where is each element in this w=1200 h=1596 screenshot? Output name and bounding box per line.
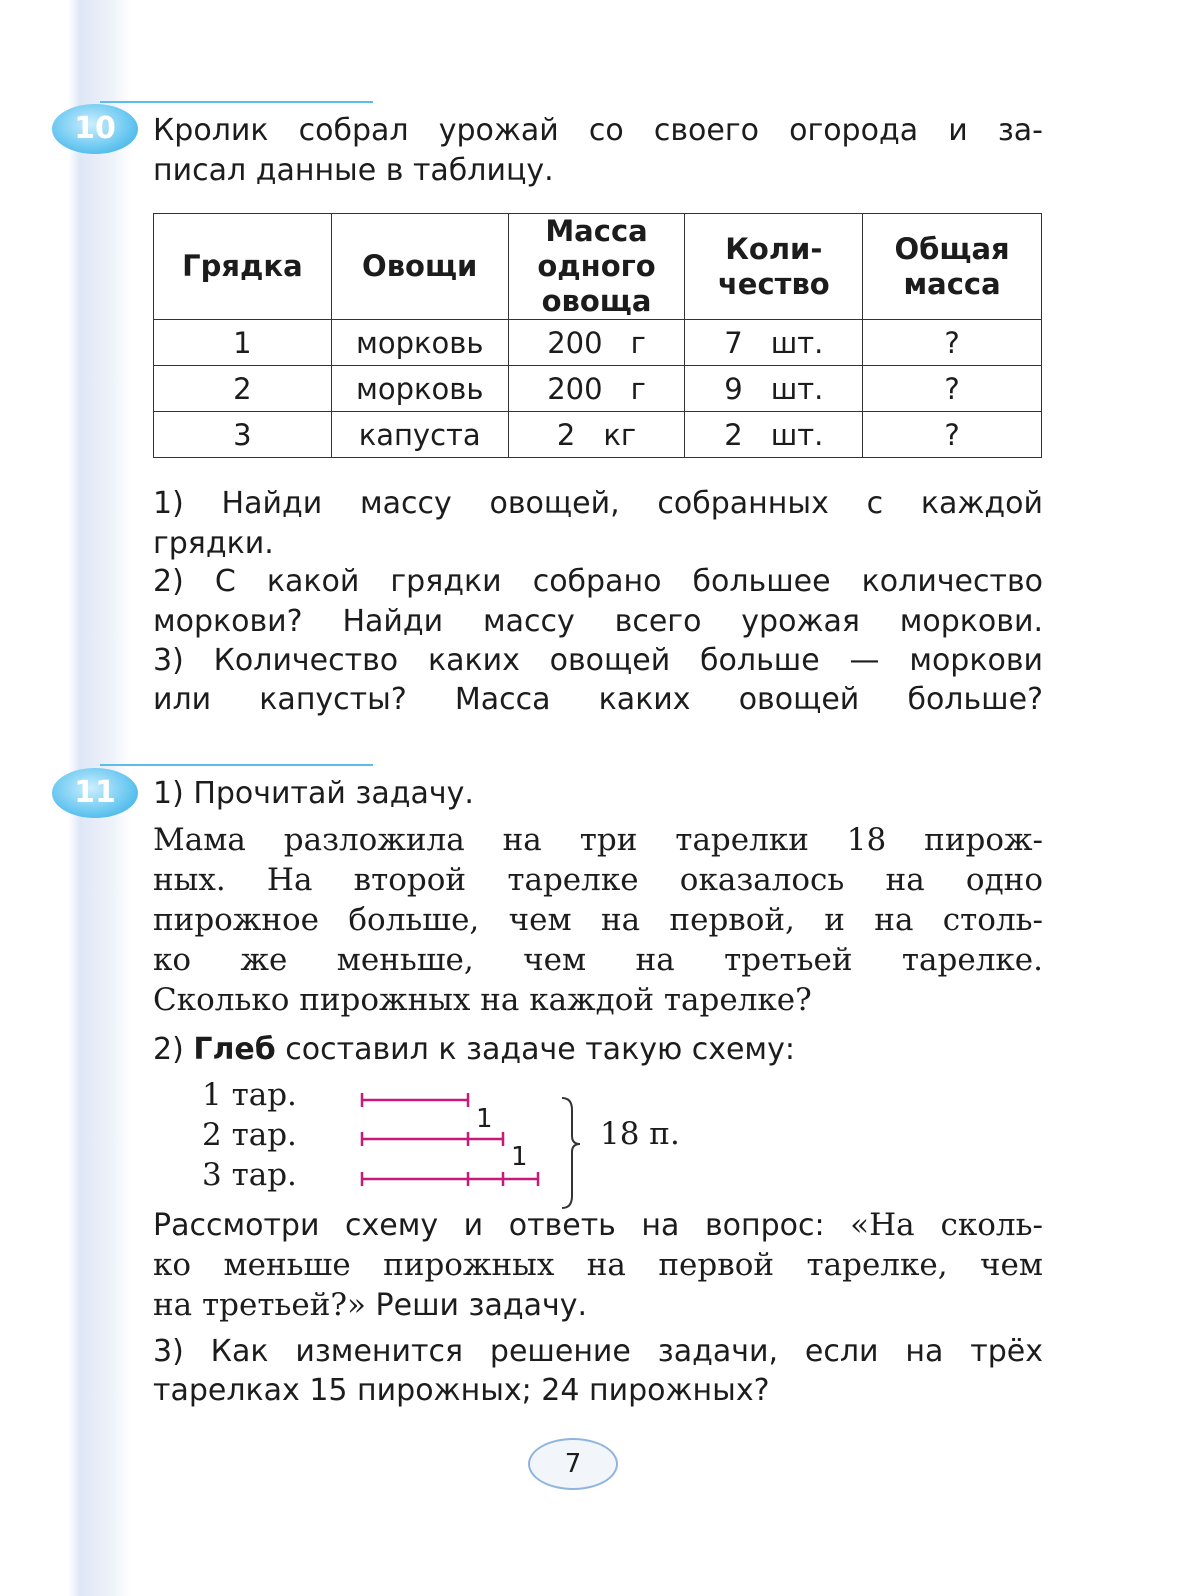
scheme-total-label: 18 п.: [600, 1116, 680, 1152]
scheme-row-label: 2 тар.: [202, 1117, 297, 1153]
scheme-row-label: 1 тар.: [202, 1077, 297, 1113]
cell-quantity: 9 шт.: [685, 366, 863, 412]
exercise-10-rule: [100, 101, 373, 103]
cell-unit-mass: 200 г: [508, 366, 685, 412]
scheme-row-label: 3 тар.: [202, 1157, 297, 1193]
exercise-11-part-3-line: тарелках 15 пирожных; 24 пирожных?: [153, 1373, 770, 1408]
exercise-10-question-line: грядки.: [153, 526, 274, 561]
cell-total: ?: [863, 412, 1042, 458]
consider-line-2: ко меньше пирожных на первой тарелке, чем: [153, 1247, 1043, 1283]
consider-line-1: Рассмотри схему и ответь на вопрос: «На сколь-: [153, 1207, 1043, 1243]
cell-quantity: 7 шт.: [685, 320, 863, 366]
total-brace: [562, 1098, 580, 1208]
exercise-11-part-2: 2) Глеб составил к задаче такую схему:: [153, 1032, 795, 1067]
header-quantity: Коли- чество: [685, 214, 863, 320]
problem-text-line: ко же меньше, чем на третьей тарелке.: [153, 942, 1043, 978]
cell-unit-mass: 2 кг: [508, 412, 685, 458]
exercise-10-intro-line-1: Кролик собрал урожай со своего огорода и за-: [153, 113, 1043, 148]
header-vegetables: Овощи: [331, 214, 508, 320]
exercise-11-part-1: 1) Прочитай задачу.: [153, 776, 474, 811]
scheme-mark-plate-2: 1: [476, 1104, 493, 1134]
exercise-10-badge: 10: [52, 104, 138, 154]
cell-vegetable: капуста: [331, 412, 508, 458]
exercise-11-badge: 11: [52, 768, 138, 818]
header-bed: Грядка: [154, 214, 332, 320]
scheme-mark-plate-3: 1: [511, 1142, 528, 1172]
consider-line-3: на третьей?» Реши задачу.: [153, 1287, 588, 1323]
segment-scheme: [350, 1088, 590, 1218]
header-unit-mass: Масса одного овоща: [508, 214, 685, 320]
exercise-11-part-3-line: 3) Как изменится решение задачи, если на трёх: [153, 1334, 1043, 1369]
exercise-10-question-line: моркови? Найди массу всего урожая моркови.: [153, 604, 1043, 639]
harvest-table: [153, 213, 1042, 458]
problem-text-line: ных. На второй тарелке оказалось на одно: [153, 862, 1043, 898]
author-name: Глеб: [193, 1032, 276, 1067]
cell-total: ?: [863, 320, 1042, 366]
table-header-row: [154, 214, 1042, 320]
exercise-10-question-line: 2) С какой грядки собрано большее количество: [153, 564, 1043, 599]
cell-total: ?: [863, 366, 1042, 412]
cell-unit-mass: 200 г: [508, 320, 685, 366]
table-row: [154, 412, 1042, 458]
table-row: [154, 366, 1042, 412]
cell-bed: 2: [154, 366, 332, 412]
problem-text-line: Мама разложила на три тарелки 18 пирож-: [153, 822, 1043, 858]
problem-text-line: Сколько пирожных на каждой тарелке?: [153, 982, 812, 1018]
cell-vegetable: морковь: [331, 320, 508, 366]
exercise-11-rule: [100, 764, 373, 766]
cell-quantity: 2 шт.: [685, 412, 863, 458]
cell-bed: 3: [154, 412, 332, 458]
page-number: 7: [528, 1438, 618, 1490]
exercise-10-intro-line-2: писал данные в таблицу.: [153, 153, 554, 188]
exercise-10-question-line: 3) Количество каких овощей больше — моркови: [153, 643, 1043, 678]
table-row: [154, 320, 1042, 366]
exercise-10-question-line: 1) Найди массу овощей, собранных с каждой: [153, 486, 1043, 521]
header-total-mass: Общая масса: [863, 214, 1042, 320]
cell-vegetable: морковь: [331, 366, 508, 412]
exercise-10-question-line: или капусты? Масса каких овощей больше?: [153, 682, 1043, 717]
problem-text-line: пирожное больше, чем на первой, и на столь-: [153, 902, 1043, 938]
cell-bed: 1: [154, 320, 332, 366]
